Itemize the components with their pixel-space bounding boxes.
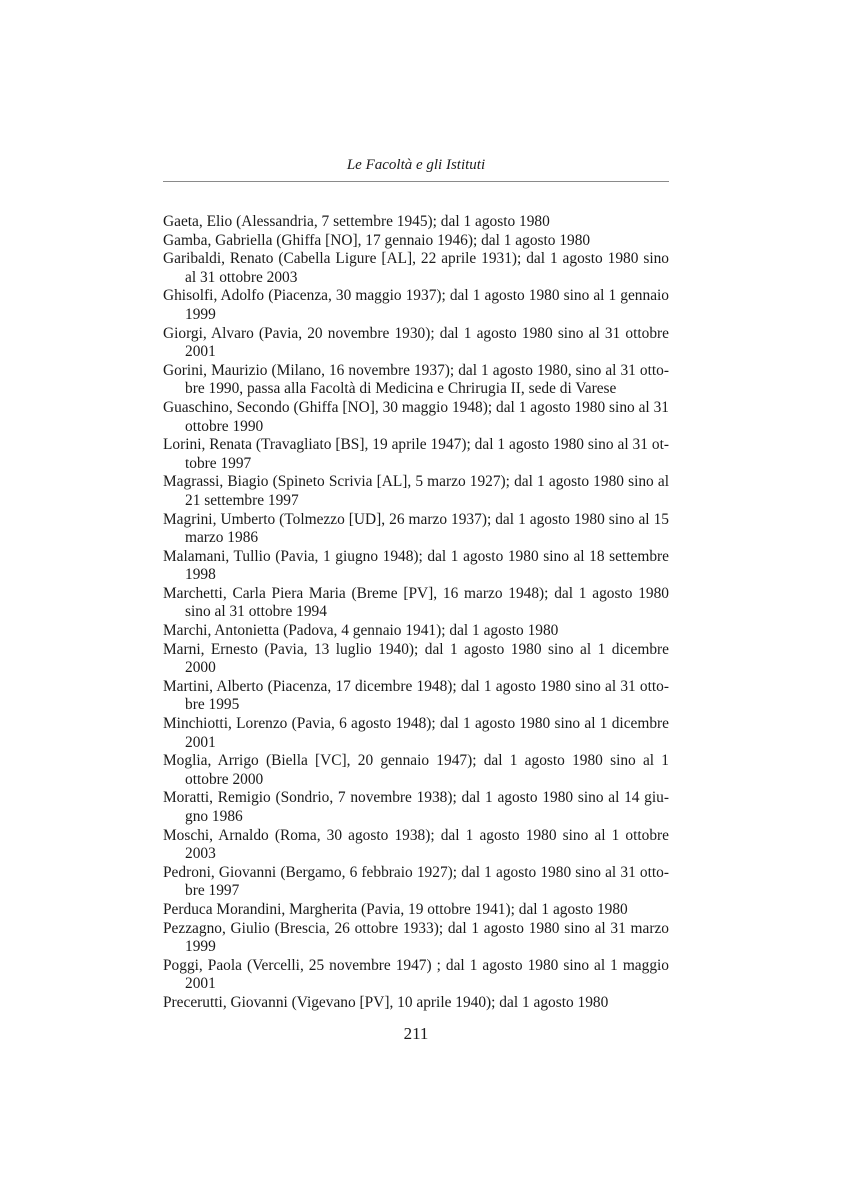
list-item: Marni, Ernesto (Pavia, 13 luglio 1940); dal 1 agosto 1980 sino al 1 dicembre 2000 bbox=[163, 640, 669, 677]
list-item: Lorini, Renata (Travagliato [BS], 19 aprile 1947); dal 1 agosto 1980 sino al 31 ottobre 1997 bbox=[163, 436, 669, 472]
list-item: Magrini, Umberto (Tolmezzo [UD], 26 marzo 1937); dal 1 agosto 1980 sino al 15 marzo 1986 bbox=[163, 510, 669, 547]
list-item: Moglia, Arrigo (Biella [VC], 20 gennaio 1947); dal 1 agosto 1980 sino al 1 ottobre 2000 bbox=[163, 752, 669, 788]
running-head: Le Facoltà e gli Istituti bbox=[346, 157, 486, 173]
list-item: Moratti, Remigio (Sondrio, 7 novembre 1938); dal 1 agosto 1980 sino al 14 giugno 1986 bbox=[163, 789, 669, 825]
faculty-list bbox=[163, 213, 669, 1013]
list-item: Magrassi, Biagio (Spineto Scrivia [AL], 5 marzo 1927); dal 1 agosto 1980 sino al 21 settembre 1997 bbox=[163, 473, 669, 509]
list-item: Gaeta, Elio (Alessandria, 7 settembre 1945); dal 1 agosto 1980 bbox=[163, 213, 550, 230]
list-item: Precerutti, Giovanni (Vigevano [PV], 10 aprile 1940); dal 1 agosto 1980 bbox=[163, 993, 609, 1011]
list-item: Minchiotti, Lorenzo (Pavia, 6 agosto 1948); dal 1 agosto 1980 sino al 1 dicembre 2001 bbox=[163, 715, 669, 751]
header-rule bbox=[163, 181, 669, 182]
list-item: Ghisolfi, Adolfo (Piacenza, 30 maggio 1937); dal 1 agosto 1980 sino al 1 gennaio 1999 bbox=[163, 287, 669, 323]
list-item: Guaschino, Secondo (Ghiffa [NO], 30 maggio 1948); dal 1 agosto 1980 sino al 31 ottobre 1990 bbox=[163, 398, 669, 435]
list-item: Gamba, Gabriella (Ghiffa [NO], 17 gennaio 1946); dal 1 agosto 1980 bbox=[163, 231, 591, 249]
list-item: Malamani, Tullio (Pavia, 1 giugno 1948); dal 1 agosto 1980 sino al 18 settembre 1998 bbox=[163, 547, 669, 584]
list-item: Garibaldi, Renato (Cabella Ligure [AL], 22 aprile 1931); dal 1 agosto 1980 sino al 31 ottobre 2003 bbox=[163, 250, 669, 286]
page-number: 211 bbox=[403, 1024, 429, 1043]
list-item: Moschi, Arnaldo (Roma, 30 agosto 1938); dal 1 agosto 1980 sino al 1 ottobre 2003 bbox=[163, 826, 669, 863]
list-item: Marchi, Antonietta (Padova, 4 gennaio 1941); dal 1 agosto 1980 bbox=[163, 622, 559, 640]
list-item: Gorini, Maurizio (Milano, 16 novembre 1937); dal 1 agosto 1980, sino al 31 ottobre 1990, passa alla Facoltà di Medicina e Chrirugia II, sede di Varese bbox=[163, 361, 669, 398]
list-item: Giorgi, Alvaro (Pavia, 20 novembre 1930); dal 1 agosto 1980 sino al 31 ottobre 2001 bbox=[163, 324, 669, 361]
list-item: Marchetti, Carla Piera Maria (Breme [PV], 16 marzo 1948); dal 1 agosto 1980 sino al 31 ottobre 1994 bbox=[163, 584, 669, 621]
list-item: Pezzagno, Giulio (Brescia, 26 ottobre 1933); dal 1 agosto 1980 sino al 31 marzo 1999 bbox=[163, 919, 669, 956]
list-item: Perduca Morandini, Margherita (Pavia, 19 ottobre 1941); dal 1 agosto 1980 bbox=[163, 900, 628, 918]
list-item: Pedroni, Giovanni (Bergamo, 6 febbraio 1927); dal 1 agosto 1980 sino al 31 ottobre 1997 bbox=[163, 863, 669, 900]
list-item: Poggi, Paola (Vercelli, 25 novembre 1947) ; dal 1 agosto 1980 sino al 1 maggio 2001 bbox=[163, 956, 669, 993]
list-item: Martini, Alberto (Piacenza, 17 dicembre 1948); dal 1 agosto 1980 sino al 31 ottobre 1995 bbox=[163, 677, 669, 714]
